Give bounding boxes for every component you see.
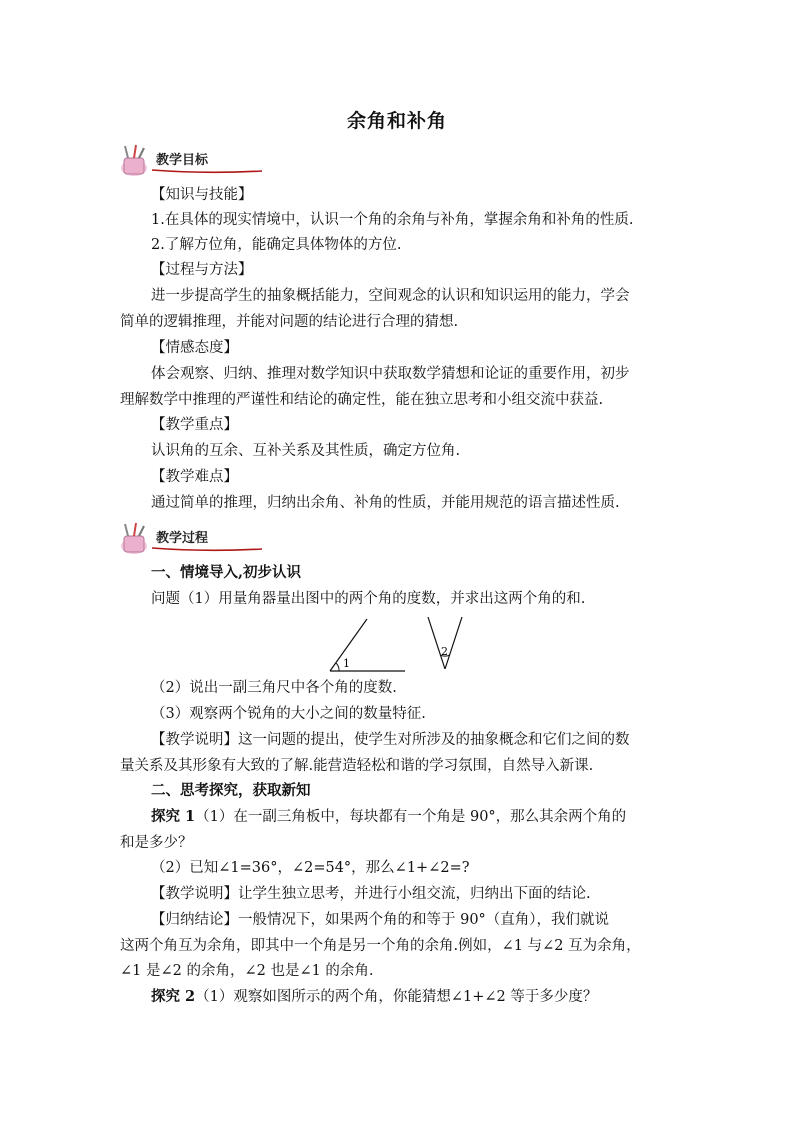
angle-1-figure bbox=[330, 619, 405, 671]
key-line-1: 认识角的互余、互补关系及其性质，确定方位角. bbox=[151, 443, 461, 459]
explore-2-text: （1）观察如图所示的两个角，你能猜想∠1+∠2 等于多少度？ bbox=[195, 989, 598, 1005]
process-line-2: 简单的逻辑推理，并能对问题的结论进行合理的猜想. bbox=[120, 314, 459, 330]
section-header-process bbox=[116, 522, 266, 556]
section-title-objectives: 教学目标 bbox=[156, 153, 209, 168]
page-title: 余角和补角 bbox=[346, 110, 447, 132]
process-heading: 【过程与方法】 bbox=[151, 262, 253, 278]
explore-1-text: （1）在一副三角板中，每块都有一个角是 90°，那么其余两个角的 bbox=[195, 809, 627, 825]
difficulty-line-1: 通过简单的推理，归纳出余角、补角的性质，并能用规范的语言描述性质. bbox=[151, 495, 620, 511]
angle-1-label: 1 bbox=[343, 657, 350, 670]
part2-heading: 二、思考探究，获取新知 bbox=[151, 782, 311, 799]
conclusion-line-a: 【归纳结论】一般情况下，如果两个角的和等于 90°（直角），我们就说 bbox=[151, 912, 610, 928]
explore-1-line bbox=[151, 807, 626, 827]
knowledge-line-1: 1.在具体的现实情境中，认识一个角的余角与补角，掌握余角和补角的性质. bbox=[151, 212, 634, 228]
part1-heading: 一、情境导入,初步认识 bbox=[151, 564, 302, 581]
emotion-line-1: 体会观察、归纳、推理对数学知识中获取数学猜想和论证的重要作用，初步 bbox=[151, 366, 630, 382]
conclusion-line-c: ∠1 是∠2 的余角，∠2 也是∠1 的余角. bbox=[120, 963, 374, 979]
explore-1-question-2: （2）已知∠1=36°，∠2=54°，那么∠1+∠2=? bbox=[151, 860, 470, 876]
question-2: （2）说出一副三角尺中各个角的度数. bbox=[151, 680, 397, 696]
question-3: （3）观察两个锐角的大小之间的数量特征. bbox=[151, 706, 426, 722]
knowledge-line-2: 2.了解方位角，能确定具体物体的方位. bbox=[151, 237, 402, 253]
explore-1-continued: 和是多少？ bbox=[120, 835, 193, 851]
conclusion-line-b: 这两个角互为余角，即其中一个角是另一个角的余角.例如，∠1 与∠2 互为余角， bbox=[120, 938, 641, 954]
explore-2-label: 探究 2 bbox=[151, 988, 196, 1005]
knowledge-heading: 【知识与技能】 bbox=[151, 187, 253, 203]
emotion-heading: 【情感态度】 bbox=[151, 340, 238, 356]
explore-2-line bbox=[151, 987, 597, 1007]
teaching-note-1b: 量关系及其形象有大致的了解.能营造轻松和谐的学习氛围，自然导入新课. bbox=[120, 758, 594, 774]
process-line-1: 进一步提高学生的抽象概括能力，空间观念的认识和知识运用的能力，学会 bbox=[151, 288, 630, 304]
key-heading: 【教学重点】 bbox=[151, 417, 238, 433]
section-header-objectives bbox=[116, 144, 266, 178]
angle-2-label: 2 bbox=[441, 645, 448, 658]
angle-figures bbox=[325, 615, 485, 675]
question-1: 问题（1）用量角器量出图中的两个角的度数，并求出这两个角的和. bbox=[151, 591, 586, 607]
difficulty-heading: 【教学难点】 bbox=[151, 469, 238, 485]
angle-2-figure bbox=[428, 617, 462, 669]
teaching-note-1a: 【教学说明】这一问题的提出，使学生对所涉及的抽象概念和它们之间的数 bbox=[151, 732, 630, 748]
section-title-process: 教学过程 bbox=[156, 531, 209, 546]
emotion-line-2: 理解数学中推理的严谨性和结论的确定性，能在独立思考和小组交流中获益. bbox=[120, 392, 604, 408]
explore-1-label: 探究 1 bbox=[151, 808, 196, 825]
teaching-note-2: 【教学说明】让学生独立思考，并进行小组交流，归纳出下面的结论. bbox=[151, 886, 591, 902]
